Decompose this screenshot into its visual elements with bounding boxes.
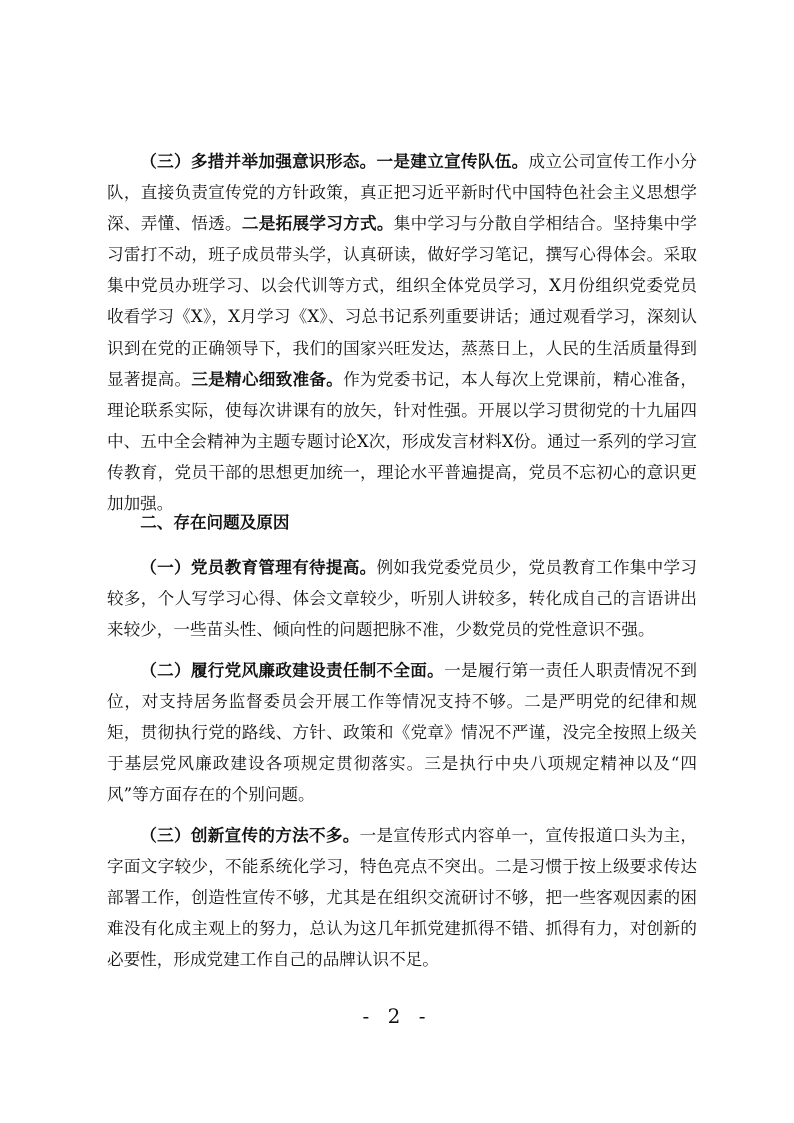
paragraph-lead: （三）创新宣传的方法不多。 bbox=[140, 825, 360, 845]
paragraph-integrity-responsibility bbox=[107, 655, 697, 810]
paragraph-strengthen-ideology bbox=[107, 146, 697, 519]
page-number: - 2 - bbox=[362, 1004, 432, 1028]
paragraph-text: 一是履行第一责任人职责情况不到位，对支持居务监督委员会开展工作等情况支持不够。二是严明党的纪律和规矩，贯彻执行党的路线、方针、政策和《党章》情况不严谨，没完全按照上级关于基层党风廉政建设各项规定贯彻落实。三是执行中央八项规定精神以及“四风”等方面存在的个别问题。 bbox=[107, 661, 698, 805]
paragraph-text: 例如我党委党员少，党员教育工作集中学习较多，个人写学习心得、体会文章较少，听别人讲较多，转化成自己的言语讲出来较少，一些苗头性、倾向性的问题把脉不准，少数党员的党性意识不强。 bbox=[107, 558, 698, 640]
paragraph-lead: （三）多措并举加强意识形态。 bbox=[140, 151, 377, 171]
paragraph-text: 成立公司宣传工作小分队，直接负责宣传党的方针政策，真正把习近平新时代中国特色社会主义思想学深、弄懂、悟透。 bbox=[107, 152, 698, 234]
point-heading: 一是建立宣传队伍。 bbox=[376, 151, 529, 171]
paragraph-text: 集中学习与分散自学相结合。坚持集中学习雷打不动，班子成员带头学，认真研读，做好学习笔记，撰写心得体会。采取集中党员办班学习、以会代训等方式，组织全体党员学习，X月份组织党委党员收看学习《X》，X月学习《X》、习总书记系列重要讲话；通过观看学习，深刻认识到在党的正确领导下，我们的国家兴旺发达，蒸蒸日上，人民的生活质量得到显著提高。 bbox=[107, 214, 698, 389]
paragraph-lead: （一）党员教育管理有待提高。 bbox=[140, 557, 377, 577]
paragraph-text: 一是宣传形式内容单一，宣传报道口头为主，字面文字较少，不能系统化学习，特色亮点不突出。二是习惯于按上级要求传达部署工作，创造性宣传不够，尤其是在组织交流研讨不够，把一些客观因素的困难没有化成主观上的努力，总认为这几年抓党建抓得不错、抓得有力，对创新的必要性，形成党建工作自己的品牌认识不足。 bbox=[107, 826, 698, 970]
point-heading: 二是拓展学习方式。 bbox=[241, 213, 394, 234]
paragraph-text: 作为党委书记，本人每次上党课前，精心准备，理论联系实际，使每次讲课有的放矢，针对性强。开展以学习贯彻党的十九届四中、五中全会精神为主题专题讨论X次，形成发言材料X份。通过一系列的学习宣传教育，党员干部的思想更加统一，理论水平普遍提高，党员不忘初心的意识更加加强。 bbox=[107, 369, 698, 514]
section-heading: 二、存在问题及原因 bbox=[140, 513, 290, 532]
paragraph-party-education bbox=[107, 552, 697, 645]
point-heading: 三是精心细致准备。 bbox=[191, 368, 344, 389]
paragraph-publicity-methods bbox=[107, 820, 697, 975]
paragraph-lead: （二）履行党风廉政建设责任制不全面。 bbox=[140, 660, 445, 680]
